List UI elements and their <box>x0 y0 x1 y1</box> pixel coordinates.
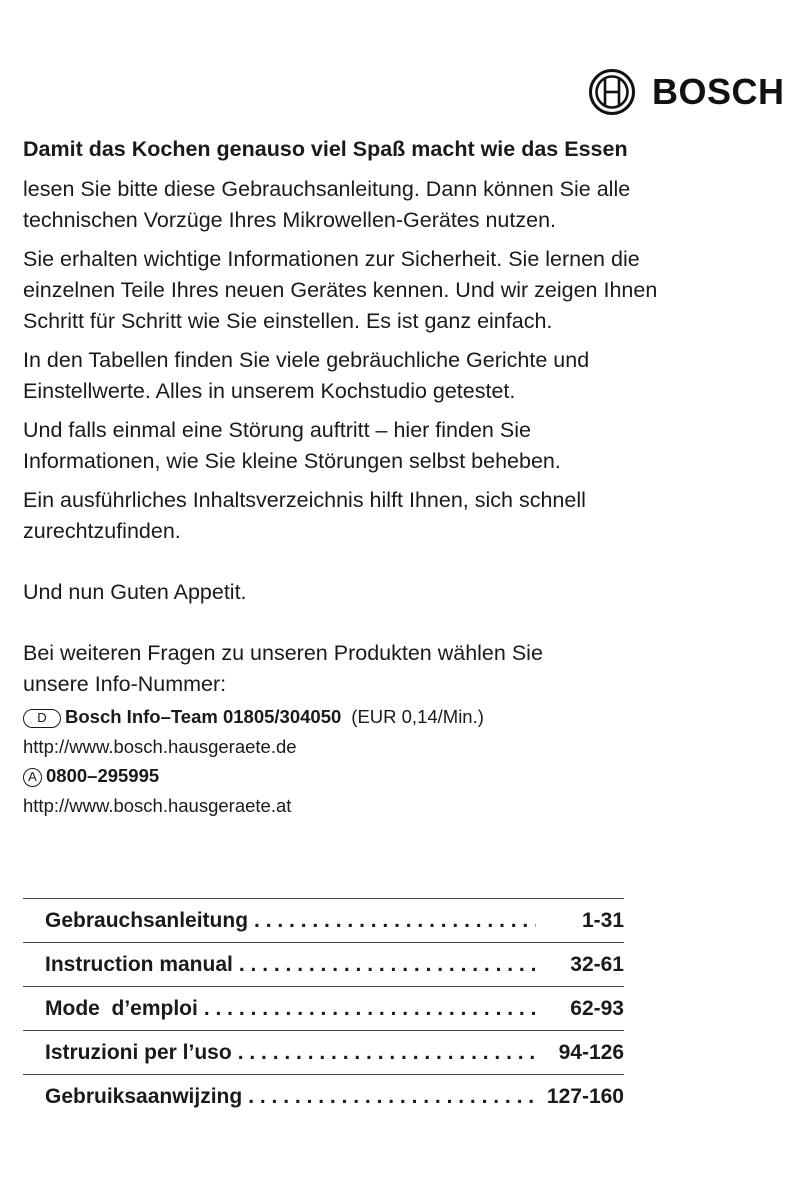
toc-entry-label: Istruzioni per l’uso <box>45 1041 232 1064</box>
toc-entry[interactable] <box>23 899 624 943</box>
toc-entry[interactable] <box>23 1031 624 1075</box>
toc-entry-label: Gebruiksaanwijzing <box>45 1085 243 1108</box>
toc-entry-pages: 127-160 <box>546 1085 624 1108</box>
germany-price: (EUR 0,14/Min.) <box>351 706 484 727</box>
toc-entry-label: Mode d’emploi <box>45 997 198 1020</box>
contact-austria <box>23 761 663 791</box>
intro-paragraph: Und falls einmal eine Störung auftritt – hier finden Sie Informationen, wie Sie kleine Störungen selbst beheben. <box>23 418 561 473</box>
intro-paragraph: lesen Sie bitte diese Gebrauchsanleitung. Dann können Sie alle technischen Vorzüge Ihres Mikrowellen-Gerätes nutzen. <box>23 177 631 232</box>
toc-entry-label: Gebrauchsanleitung <box>45 909 249 932</box>
country-badge-austria: A <box>23 768 42 787</box>
toc-entry-pages: 94-126 <box>558 1041 624 1064</box>
toc-leader-dots <box>248 1075 533 1119</box>
contact-germany <box>23 702 663 732</box>
germany-website-link[interactable]: http://www.bosch.hausgeraete.de <box>23 735 297 757</box>
toc-entry-label: Instruction manual <box>45 953 233 976</box>
bosch-armature-icon <box>588 68 636 116</box>
toc-leader-dots <box>204 987 536 1031</box>
austria-hotline: 0800–295995 <box>46 765 160 786</box>
intro-paragraph: Sie erhalten wichtige Informationen zur Sicherheit. Sie lernen die einzelnen Teile Ihres neuen Gerätes kennen. Und wir zeigen Ihnen Schritt für Schritt wie Sie einstellen. Es ist ganz einfach. <box>23 247 658 333</box>
toc-entry-pages: 62-93 <box>570 997 624 1020</box>
toc-entry[interactable] <box>23 943 624 987</box>
brand-name: BOSCH <box>652 71 785 112</box>
bosch-logo <box>588 66 785 118</box>
germany-hotline: Bosch Info–Team 01805/304050 <box>65 706 342 727</box>
toc-leader-dots <box>239 943 536 987</box>
austria-website-link[interactable]: http://www.bosch.hausgeraete.at <box>23 794 292 816</box>
toc-entry[interactable] <box>23 987 624 1031</box>
intro-paragraph: In den Tabellen finden Sie viele gebräuchliche Gerichte und Einstellwerte. Alles in unserem Kochstudio getestet. <box>23 348 590 403</box>
contact-intro: Bei weiteren Fragen zu unseren Produkten wählen Sie unsere Info-Nummer: <box>23 641 543 696</box>
intro-section <box>23 134 663 820</box>
toc-leader-dots <box>254 899 536 943</box>
country-badge-germany: D <box>23 709 61 728</box>
toc-entry[interactable] <box>23 1075 624 1119</box>
intro-paragraph: Ein ausführliches Inhaltsverzeichnis hilft Ihnen, sich schnell zurechtzufinden. <box>23 488 586 543</box>
toc-entry-pages: 1-31 <box>581 909 624 932</box>
table-of-contents <box>23 898 624 1119</box>
toc-entry-pages: 32-61 <box>570 953 624 976</box>
toc-leader-dots <box>238 1031 536 1075</box>
page-headline: Damit das Kochen genauso viel Spaß macht wie das Essen <box>23 137 628 161</box>
closing-line: Und nun Guten Appetit. <box>23 580 247 604</box>
